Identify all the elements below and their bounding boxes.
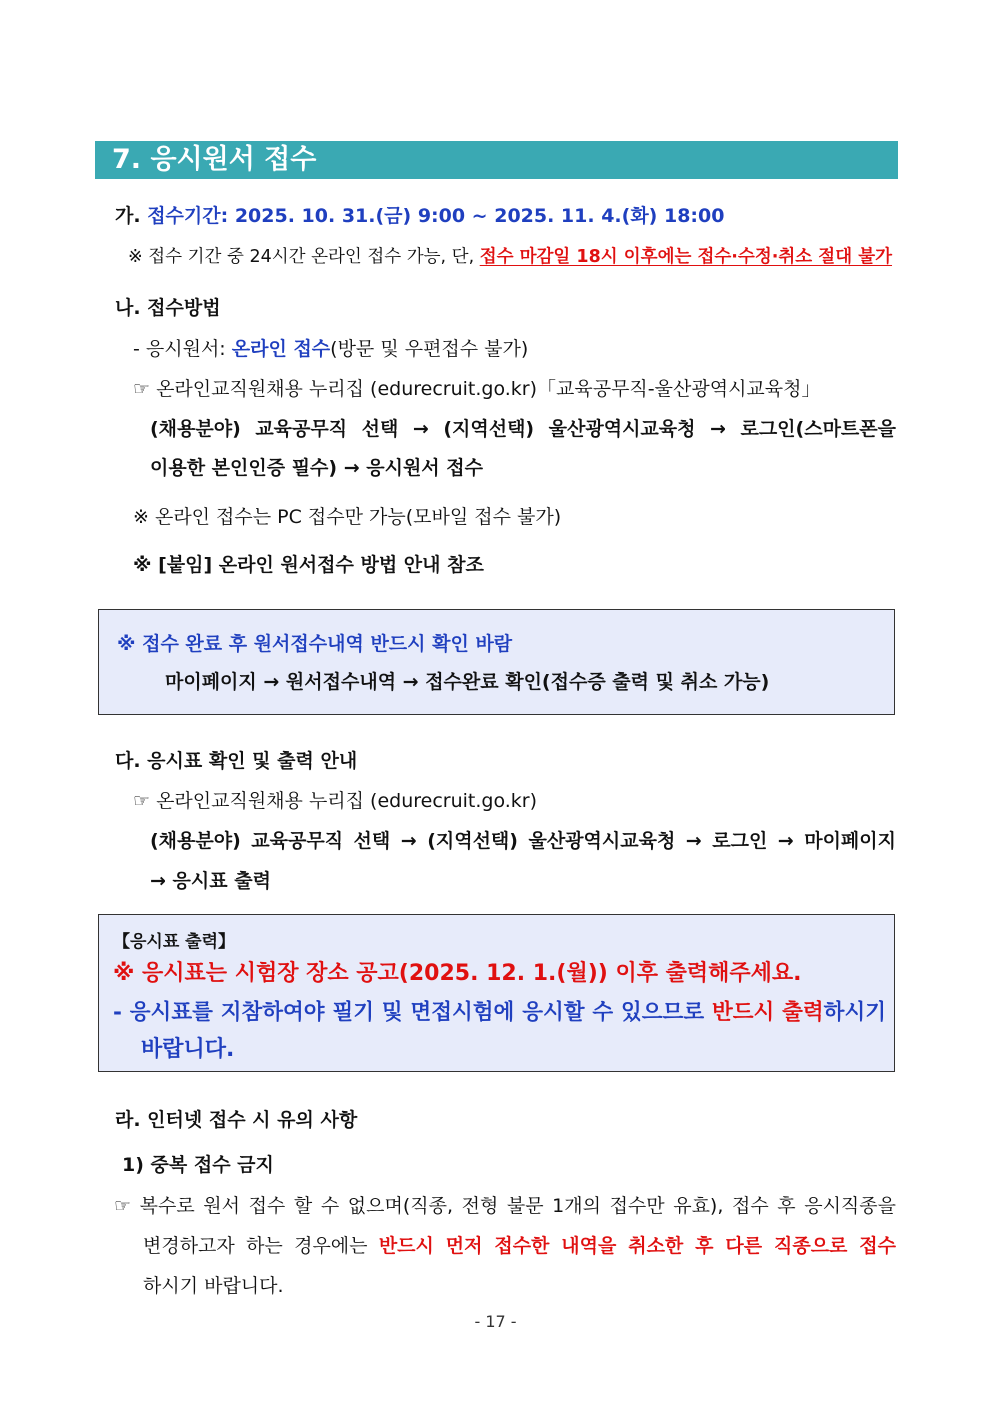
da-path-line1: (채용분야) 교육공무직 선택 → (지역선택) 울산광역시교육청 → 로그인 → 마이페이지: [150, 830, 896, 852]
confirm-box: [98, 609, 895, 715]
na-method-emph: 온라인 접수: [231, 338, 331, 360]
print-box-line1: ※ 응시표는 시험장 장소 공고(2025. 12. 1.(월)) 이후 출력해주세요.: [113, 961, 802, 986]
na-note2: ※ [붙임] 온라인 원서접수 방법 안내 참조: [133, 554, 484, 576]
na-site-line: ☞ 온라인교직원채용 누리집 (edurecruit.go.kr)「교육공무직-울산광역시교육청」: [133, 378, 821, 400]
ra-body-line1: ☞ 복수로 원서 접수 할 수 없으며(직종, 전형 불문 1개의 접수만 유효), 접수 후 응시직종을: [114, 1195, 896, 1217]
na-method-prefix: - 응시원서:: [133, 338, 232, 360]
na-note1: ※ 온라인 접수는 PC 접수만 가능(모바일 접수 불가): [133, 506, 562, 528]
ga-note: [128, 244, 892, 270]
print-box-line3: 바랍니다.: [141, 1037, 235, 1062]
ga-note-warning: 접수 마감일 18시 이후에는 접수·수정·취소 절대 불가: [479, 247, 893, 267]
print-box-line2-emph: 반드시 출력: [711, 1000, 824, 1025]
ra-sub1: 1) 중복 접수 금지: [122, 1154, 274, 1176]
na-path-line2: 이용한 본인인증 필수) → 응시원서 접수: [150, 457, 483, 479]
da-path-line2: → 응시표 출력: [150, 870, 271, 892]
confirm-box-title: ※ 접수 완료 후 원서접수내역 반드시 확인 바람: [117, 633, 513, 655]
confirm-box-path: 마이페이지 → 원서접수내역 → 접수완료 확인(접수증 출력 및 취소 가능): [165, 671, 770, 693]
page-number: - 17 -: [474, 1312, 517, 1331]
ga-line: [115, 203, 724, 229]
ra-heading: 라. 인터넷 접수 시 유의 사항: [115, 1109, 358, 1131]
print-box-line2-prefix: - 응시표를 지참하여야 필기 및 면접시험에 응시할 수 있으므로: [113, 1000, 712, 1025]
na-method-suffix: (방문 및 우편접수 불가): [330, 338, 529, 360]
ga-period: 접수기간: 2025. 10. 31.(금) 9:00 ~ 2025. 11. 4.(화) 18:00: [147, 205, 725, 227]
ra-body-line2-emph: 반드시 먼저 접수한 내역을 취소한 후 다른 직종으로 접수: [378, 1235, 896, 1257]
print-box-label: 【응시표 출력】: [113, 932, 236, 952]
da-site-line: ☞ 온라인교직원채용 누리집 (edurecruit.go.kr): [133, 790, 538, 812]
ra-body-line2: [143, 1233, 896, 1259]
na-heading: 나. 접수방법: [115, 297, 221, 319]
da-heading: 다. 응시표 확인 및 출력 안내: [115, 750, 358, 772]
na-path-line1: (채용분야) 교육공무직 선택 → (지역선택) 울산광역시교육청 → 로그인(스마트폰을: [150, 418, 896, 440]
ra-body-line3: 하시기 바랍니다.: [143, 1275, 284, 1297]
print-box-line2-suffix: 하시기: [823, 1000, 886, 1025]
print-box-line2: [113, 998, 886, 1028]
na-method: [133, 336, 528, 362]
ga-note-prefix: ※ 접수 기간 중 24시간 온라인 접수 가능, 단,: [128, 247, 480, 267]
ga-label: 가.: [115, 205, 141, 227]
section-title: 7. 응시원서 접수: [112, 144, 317, 175]
ra-body-line2-prefix: 변경하고자 하는 경우에는: [143, 1235, 379, 1257]
